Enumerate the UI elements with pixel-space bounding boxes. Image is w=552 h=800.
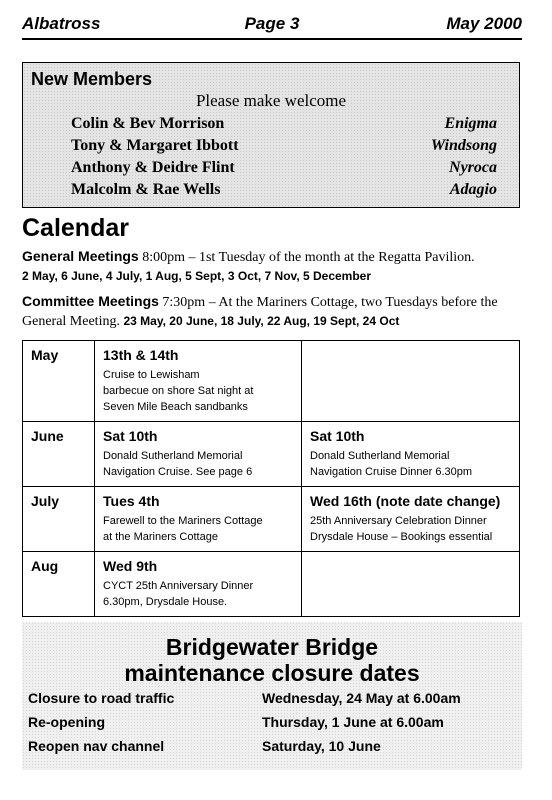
bridge-title-line1: Bridgewater Bridge: [165, 634, 379, 660]
member-row: [71, 181, 497, 203]
new-members-box: [22, 62, 520, 208]
issue-date: May 2000: [446, 14, 522, 33]
closure-label: Closure to road traffic: [28, 690, 175, 706]
publication-title: Albatross: [22, 14, 101, 33]
bridge-closure-box: [22, 622, 522, 770]
calendar-month: June: [23, 422, 95, 487]
event-detail: Donald Sutherland Memorial: [310, 450, 450, 462]
committee-meetings-paragraph: [22, 292, 522, 331]
page-number: Page 3: [244, 14, 300, 33]
event-detail: Cruise to Lewisham: [103, 369, 200, 381]
member-name: Anthony & Deidre Flint: [71, 159, 235, 176]
general-meetings-label: General Meetings: [22, 248, 139, 264]
calendar-row: [23, 341, 520, 422]
member-boat: Enigma: [444, 115, 497, 132]
event-title: Sat 10th: [103, 428, 158, 444]
event-detail: 6.30pm, Drysdale House.: [103, 596, 228, 608]
member-name: Colin & Bev Morrison: [71, 115, 225, 132]
calendar-month: Aug: [23, 552, 95, 617]
member-row: [71, 137, 497, 159]
event-detail: barbecue on shore Sat night at: [103, 385, 254, 397]
event-title: Wed 16th (note date change): [310, 493, 501, 509]
calendar-table: [22, 340, 520, 617]
committee-meetings-text: 7:30pm – At the Mariners Cottage, two Tuesdays before the General Meeting.: [22, 295, 498, 329]
event-detail: CYCT 25th Anniversary Dinner: [103, 580, 254, 592]
event-detail: 25th Anniversary Celebration Dinner: [310, 515, 487, 527]
member-row: [71, 159, 497, 181]
event-title: Tues 4th: [103, 493, 160, 509]
calendar-row: [23, 487, 520, 552]
event-detail: Seven Mile Beach sandbanks: [103, 401, 248, 413]
member-name: Tony & Margaret Ibbott: [71, 137, 239, 154]
calendar-heading: Calendar: [22, 214, 129, 242]
calendar-event-cell: [95, 487, 302, 552]
nav-channel-value: Saturday, 10 June: [262, 738, 381, 754]
calendar-event-cell: [302, 422, 520, 487]
calendar-event-cell: [95, 341, 302, 422]
event-title: Wed 9th: [103, 558, 158, 574]
event-detail: at the Mariners Cottage: [103, 531, 218, 543]
committee-meetings-label: Committee Meetings: [22, 293, 159, 309]
closure-value: Wednesday, 24 May at 6.00am: [262, 690, 461, 706]
calendar-event-cell: [302, 341, 520, 422]
calendar-event-cell: [302, 487, 520, 552]
member-name: Malcolm & Rae Wells: [71, 181, 221, 198]
member-boat: Windsong: [430, 137, 497, 154]
calendar-event-cell: [95, 422, 302, 487]
reopening-value: Thursday, 1 June at 6.00am: [262, 714, 444, 730]
event-detail: Donald Sutherland Memorial: [103, 450, 243, 462]
calendar-event-cell: [302, 552, 520, 617]
calendar-event-cell: [95, 552, 302, 617]
new-members-intro: Please make welcome: [195, 91, 347, 110]
general-meetings-dates: 2 May, 6 June, 4 July, 1 Aug, 5 Sept, 3 Oct, 7 Nov, 5 December: [22, 269, 372, 283]
calendar-month: May: [23, 341, 95, 422]
calendar-row: [23, 552, 520, 617]
event-detail: Farewell to the Mariners Cottage: [103, 515, 263, 527]
bridge-title-line2: maintenance closure dates: [124, 660, 420, 686]
member-boat: Nyroca: [449, 159, 497, 176]
reopening-label: Re-opening: [28, 714, 105, 730]
committee-meetings-dates: 23 May, 20 June, 18 July, 22 Aug, 19 Sept, 24 Oct: [123, 314, 400, 328]
calendar-row: [23, 422, 520, 487]
event-detail: Drysdale House – Bookings essential: [310, 531, 493, 543]
event-detail: Navigation Cruise. See page 6: [103, 466, 253, 478]
general-meetings-paragraph: [22, 247, 522, 286]
member-row: [71, 115, 497, 137]
nav-channel-label: Reopen nav channel: [28, 738, 165, 754]
event-title: Sat 10th: [310, 428, 365, 444]
new-members-title: New Members: [31, 69, 153, 89]
calendar-month: July: [23, 487, 95, 552]
page-header: [22, 12, 522, 40]
event-title: 13th & 14th: [103, 347, 179, 363]
member-boat: Adagio: [449, 181, 497, 198]
general-meetings-text: 8:00pm – 1st Tuesday of the month at the Regatta Pavilion.: [138, 250, 475, 265]
event-detail: Navigation Cruise Dinner 6.30pm: [310, 466, 473, 478]
